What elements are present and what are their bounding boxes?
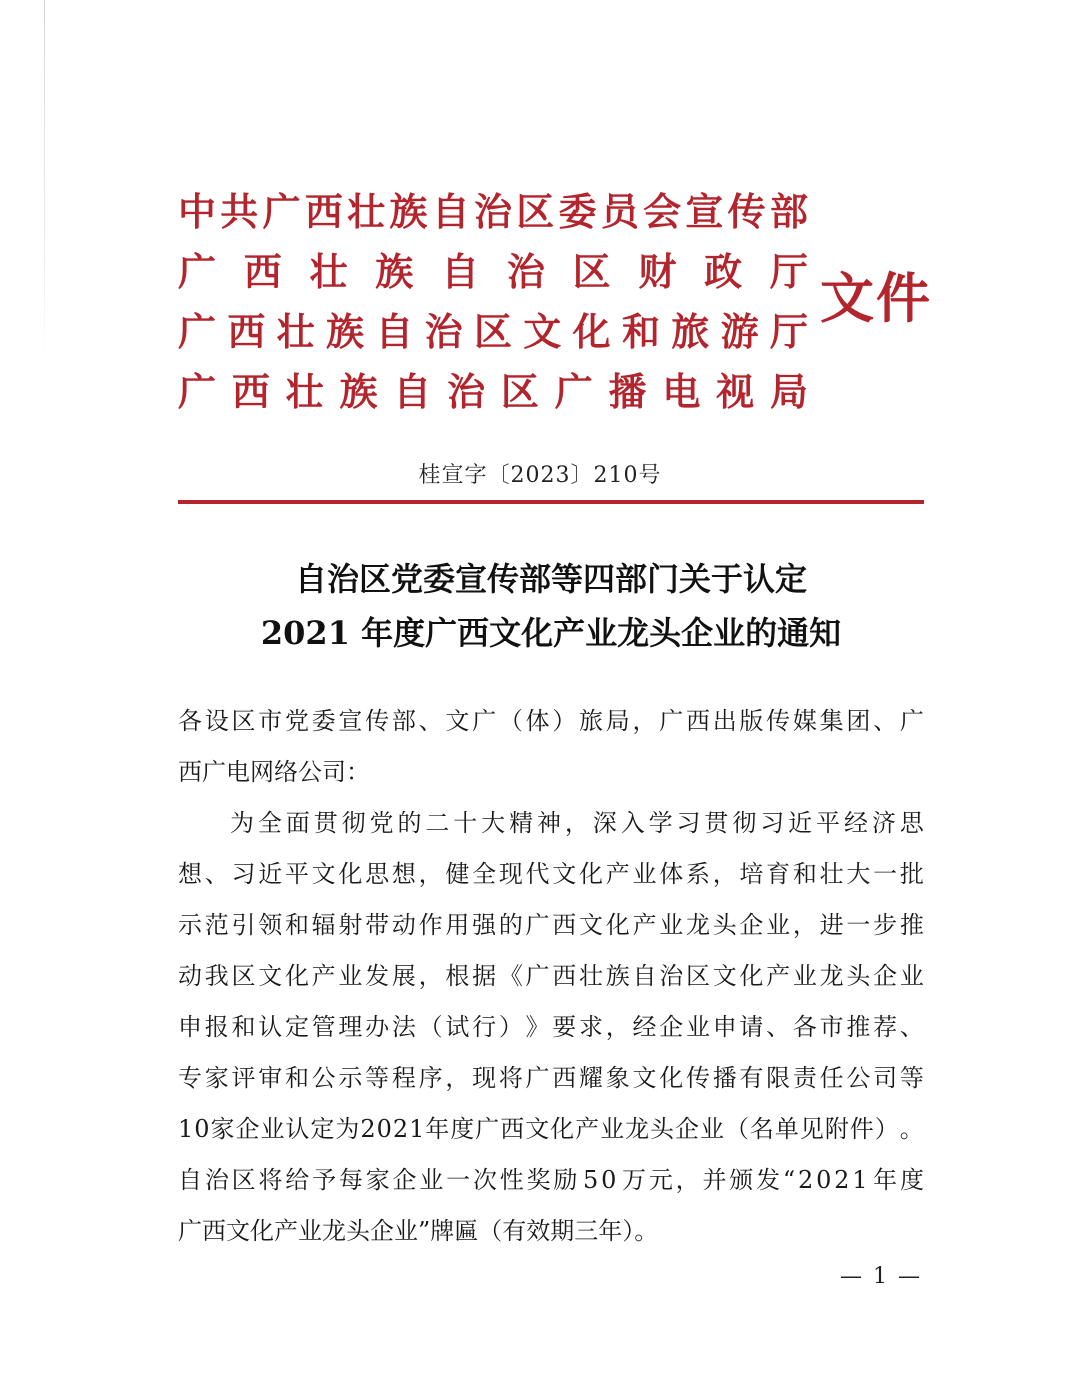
page-number: — 1 —: [840, 1264, 922, 1289]
body-line: 自 治 区 将 给 予 每 家 企 业 一 次 性 奖 励 5 0 万 元 ， 并 颁 发 “ 2 0 2 1 年 度: [178, 1166, 924, 1194]
body-line: 想 、 习 近 平 文 化 思 想 ， 健 全 现 代 文 化 产 业 体 系 ， 培 育 和 壮 大 一 批: [178, 860, 924, 888]
red-separator-line: [178, 500, 924, 504]
document-type-label: 文件: [820, 266, 932, 330]
body-line: 广西文化产业龙头企业”牌匾（有效期三年）。: [178, 1217, 659, 1245]
issuer-line-1: 中 共 广 西 壮 族 自 治 区 委 员 会 宣 传 部: [178, 189, 808, 234]
body-line: 西广电网络公司：: [178, 758, 370, 786]
body-line: 专 家 评 审 和 公 示 等 程 序 ， 现 将 广 西 耀 象 文 化 传 播 有 限 责 任 公 司 等: [178, 1064, 924, 1092]
issuer-line-2: 广 西 壮 族 自 治 区 财 政 厅: [178, 249, 808, 294]
scan-edge-shadow: [44, 0, 45, 360]
body-line: 1 0 家 企 业 认 定 为 2 0 2 1 年 度 广 西 文 化 产 业 龙 头 企 业 （ 名 单 见 附 件 ） 。: [178, 1115, 924, 1143]
document-title-line-2: 2021 年度广西文化产业龙头企业的通知: [260, 614, 842, 652]
body-line: 申 报 和 认 定 管 理 办 法 （ 试 行 ） 》 要 求 ， 经 企 业 申 请 、 各 市 推 荐 、: [178, 1013, 924, 1041]
body-line: 为 全 面 贯 彻 党 的 二 十 大 精 神 ， 深 入 学 习 贯 彻 习 近 平 经 济 思: [230, 809, 924, 837]
document-body: [178, 696, 924, 1257]
document-header: [178, 178, 938, 418]
issuer-line-3: 广 西 壮 族 自 治 区 文 化 和 旅 游 厅: [178, 309, 808, 354]
body-line: 各 设 区 市 党 委 宣 传 部 、 文 广 （ 体 ） 旅 局 ， 广 西 出 版 传 媒 集 团 、 广: [178, 707, 924, 735]
issuer-line-4: 广 西 壮 族 自 治 区 广 播 电 视 局: [178, 369, 808, 414]
body-line: 示 范 引 领 和 辐 射 带 动 作 用 强 的 广 西 文 化 产 业 龙 头 企 业 ， 进 一 步 推: [178, 911, 924, 939]
document-title-line-1: 自治区党委宣传部等四部门关于认定: [294, 560, 807, 598]
document-number: 桂宣字〔2023〕210号: [418, 463, 662, 488]
body-line: 动 我 区 文 化 产 业 发 展 ， 根 据 《 广 西 壮 族 自 治 区 文 化 产 业 龙 头 企 业: [178, 962, 924, 990]
